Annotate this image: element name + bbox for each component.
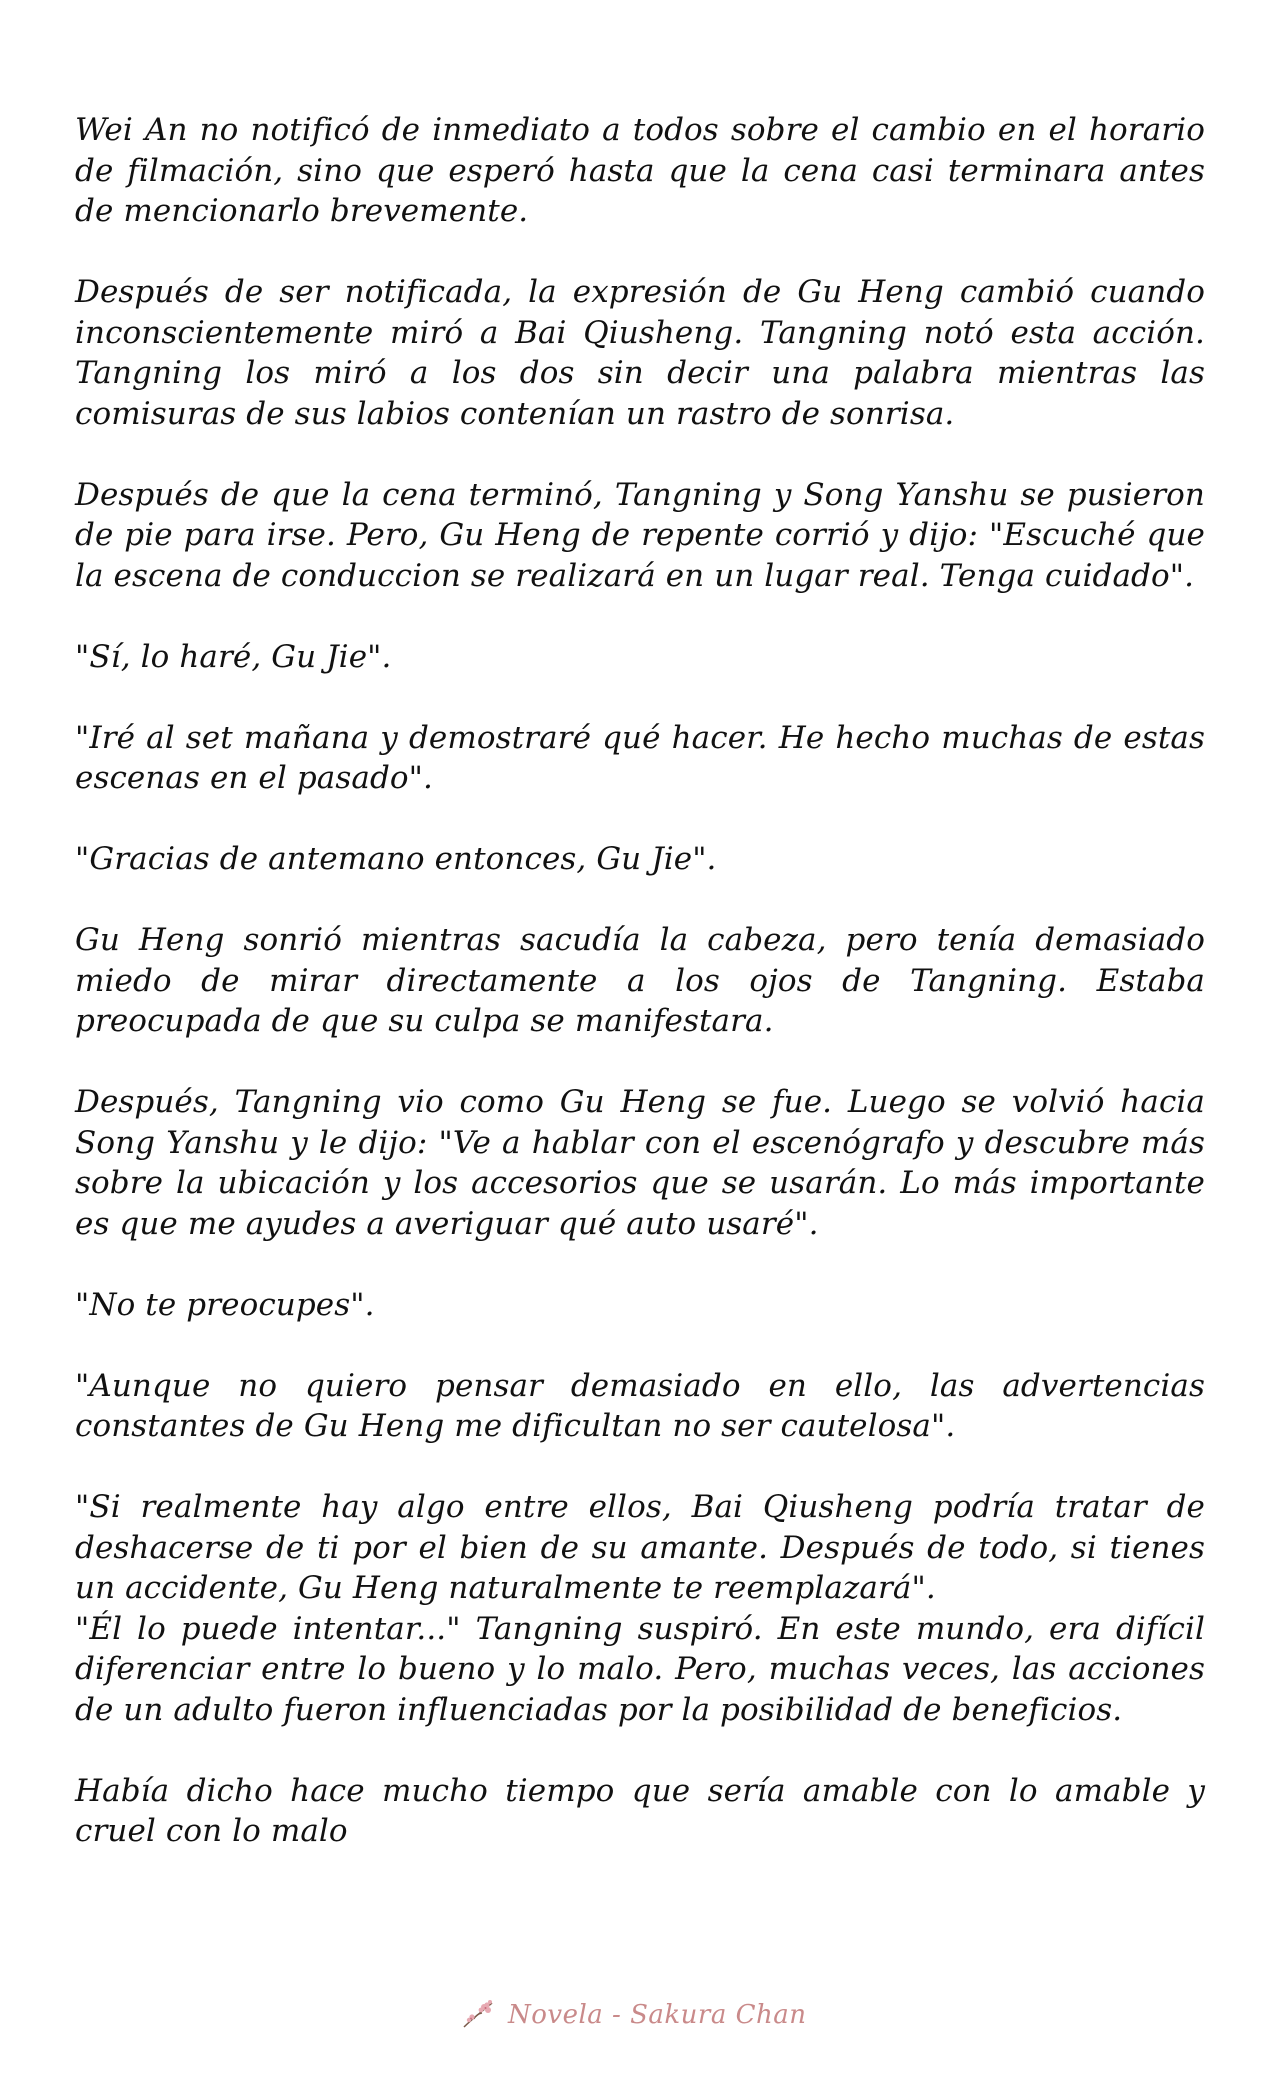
paragraph-8: Después, Tangning vio como Gu Heng se fue. Luego se volvió hacia Song Yanshu y le dijo: "Ve a hablar con el escenógrafo y descubre más sobre la ubicación y los accesorios que se usarán. Lo más importante es que me ayudes a averiguar qué auto usaré". xyxy=(75,1084,1205,1242)
watermark xyxy=(460,1993,840,2037)
cherry-blossom-icon xyxy=(460,1997,498,2033)
paragraph-1: Wei An no notificó de inmediato a todos sobre el cambio en el horario de filmación, sino que esperó hasta que la cena casi terminara antes de mencionarlo brevemente. xyxy=(75,112,1205,229)
paragraph-7: Gu Heng sonrió mientras sacudía la cabeza, pero tenía demasiado miedo de mirar directamente a los ojos de Tangning. Estaba preocupada de que su culpa se manifestara. xyxy=(75,922,1205,1039)
watermark-text: Novela - Sakura Chan xyxy=(508,2000,807,2030)
paragraph-10: "Aunque no quiero pensar demasiado en ello, las advertencias constantes de Gu Heng me dificultan no ser cautelosa". xyxy=(75,1367,1205,1444)
paragraph-2: Después de ser notificada, la expresión de Gu Heng cambió cuando inconscientemente miró a Bai Qiusheng. Tangning notó esta acción. Tangning los miró a los dos sin decir una palabra mientras las comisuras de sus labios contenían un rastro de sonrisa. xyxy=(75,274,1205,432)
paragraph-12: "Él lo puede intentar..." Tangning suspiró. En este mundo, era difícil diferenciar entre lo bueno y lo malo. Pero, muchas veces, las acciones de un adulto fueron influenciadas por la posibilidad de beneficios. xyxy=(75,1610,1205,1728)
paragraph-11: "Si realmente hay algo entre ellos, Bai Qiusheng podría tratar de deshacerse de ti por el bien de su amante. Después de todo, si tienes un accidente, Gu Heng naturalmente te reemplazará". xyxy=(75,1489,1205,1606)
paragraph-13: Había dicho hace mucho tiempo que sería amable con lo amable y cruel con lo malo xyxy=(75,1772,1205,1849)
novel-text xyxy=(75,110,1205,1892)
paragraph-4: "Sí, lo haré, Gu Jie". xyxy=(75,638,392,675)
paragraph-9: "No te preocupes". xyxy=(75,1286,375,1323)
paragraph-5: "Iré al set mañana y demostraré qué hacer. He hecho muchas de estas escenas en el pasado". xyxy=(75,719,1205,796)
paragraph-3: Después de que la cena terminó, Tangning y Song Yanshu se pusieron de pie para irse. Pero, Gu Heng de repente corrió y dijo: "Escuché que la escena de conduccion se realizará en un lugar real. Tenga cuidado". xyxy=(75,476,1205,594)
paragraph-6: "Gracias de antemano entonces, Gu Jie". xyxy=(75,841,717,877)
